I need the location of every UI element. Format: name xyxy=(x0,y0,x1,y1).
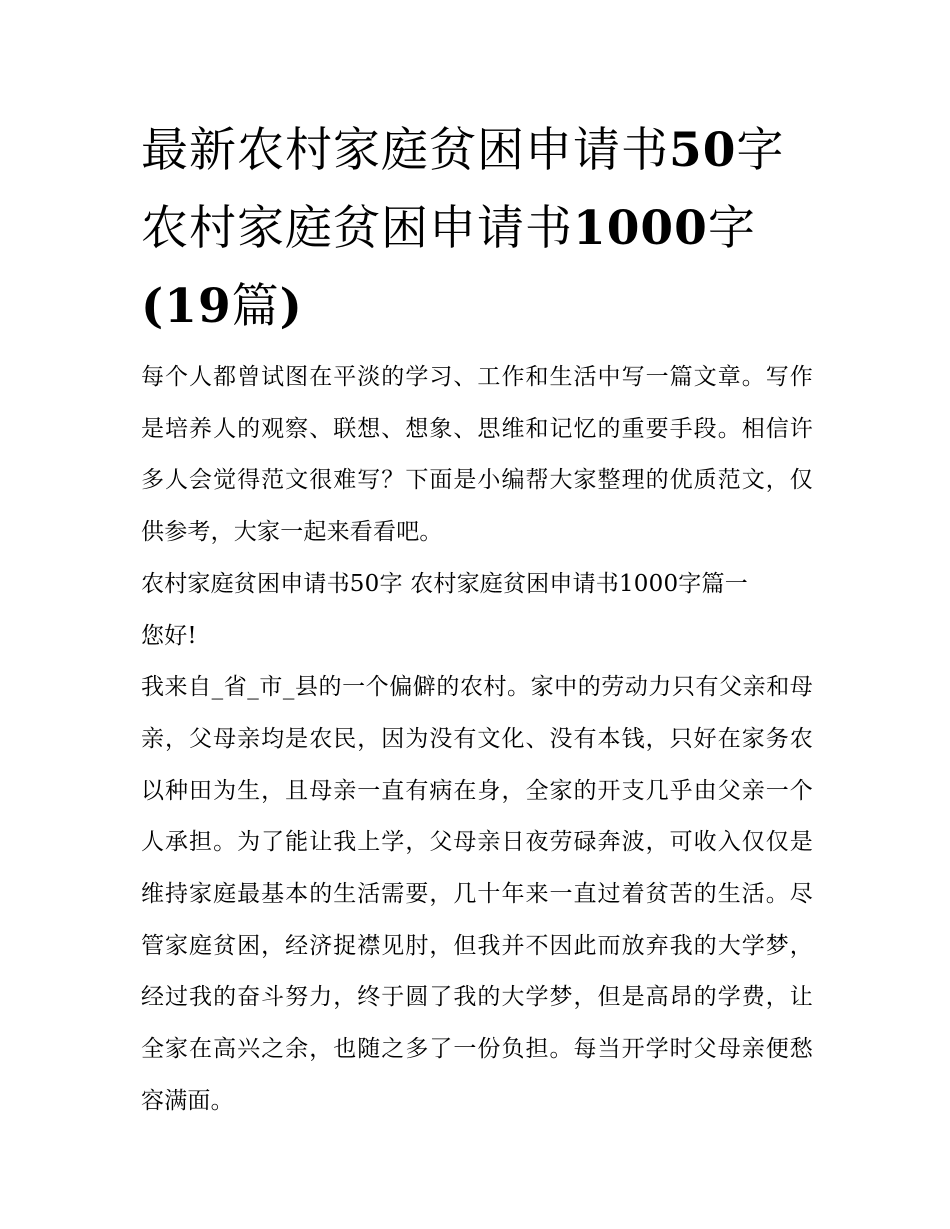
document-page xyxy=(141,112,813,1128)
intro-paragraph: 每个人都曾试图在平淡的学习、工作和生活中写一篇文章。写作是培养人的观察、联想、想象、思维和记忆的重要手段。相信许多人会觉得范文很难写？下面是小编帮大家整理的优质范文，仅供参考，大家一起来看看吧。 xyxy=(141,364,813,546)
greeting: 您好! xyxy=(141,622,197,649)
document-title: 最新农村家庭贫困申请书50字农村家庭贫困申请书1000字(19篇) xyxy=(141,123,785,334)
section-heading: 农村家庭贫困申请书50字 农村家庭贫困申请书1000字篇一 xyxy=(141,570,748,597)
body-paragraph: 我来自_省_市_县的一个偏僻的农村。家中的劳动力只有父亲和母亲，父母亲均是农民，因为没有文化、没有本钱，只好在家务农以种田为生，且母亲一直有病在身，全家的开支几乎由父亲一个人承担。为了能让我上学，父母亲日夜劳碌奔波，可收入仅仅是维持家庭最基本的生活需要，几十年来一直过着贫苦的生活。尽管家庭贫困，经济捉襟见肘，但我并不因此而放弃我的大学梦，经过我的奋斗努力，终于圆了我的大学梦，但是高昂的学费，让全家在高兴之余，也随之多了一份负担。每当开学时父母亲便愁容满面。 xyxy=(141,674,813,1114)
